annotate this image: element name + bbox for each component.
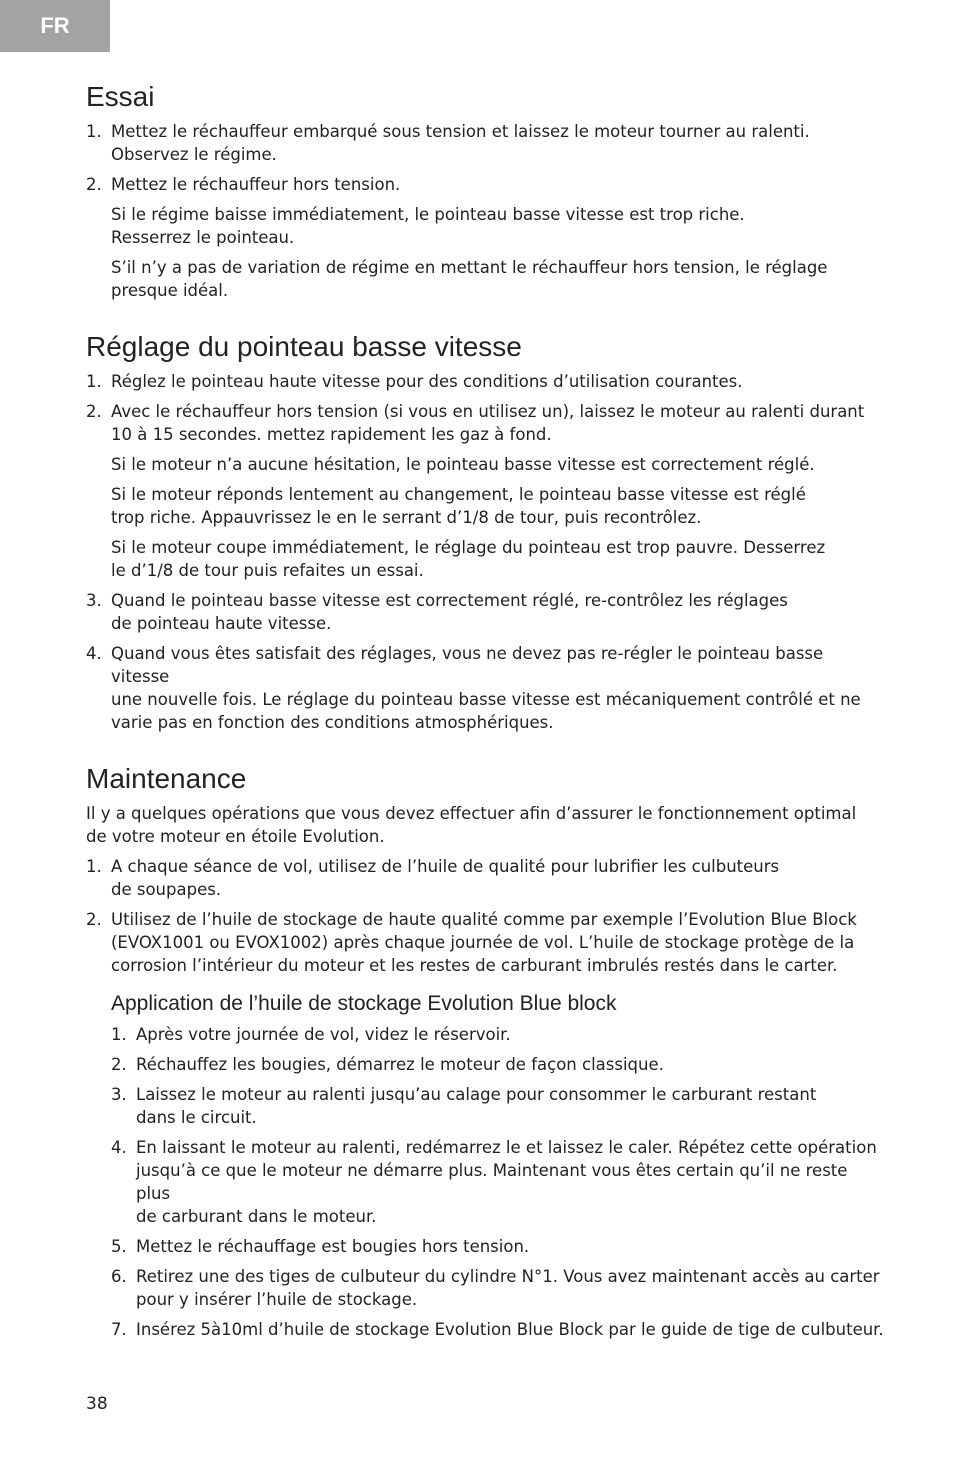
item-text: de soupapes. xyxy=(111,880,222,899)
item-text: dans le circuit. xyxy=(136,1108,257,1127)
section-maintenance xyxy=(86,762,886,1341)
maintenance-list xyxy=(86,855,886,977)
list-item xyxy=(86,642,886,734)
reglage-list xyxy=(86,370,886,734)
list-item xyxy=(86,173,886,302)
item-text: Quand vous êtes satisfait des réglages, vous ne devez pas re-régler le pointeau basse vitesse xyxy=(111,644,824,686)
list-item xyxy=(86,400,886,582)
list-item xyxy=(111,1053,886,1076)
page-number: 38 xyxy=(86,1394,108,1414)
blue-block-list xyxy=(111,1023,886,1341)
item-text: 10 à 15 secondes. mettez rapidement les gaz à fond. xyxy=(111,425,552,444)
item-number: 2. xyxy=(86,910,102,929)
item-text: Mettez le réchauffeur embarqué sous tension et laissez le moteur tourner au ralenti. xyxy=(111,122,810,141)
list-item xyxy=(86,589,886,635)
item-subparagraph xyxy=(111,483,886,529)
item-subparagraph xyxy=(111,536,886,582)
item-number: 3. xyxy=(86,591,102,610)
item-text: Insérez 5à10ml d’huile de stockage Evolution Blue Block par le guide de tige de culbuteur. xyxy=(136,1320,884,1339)
item-text: Observez le régime. xyxy=(111,145,277,164)
item-text: une nouvelle fois. Le réglage du pointeau basse vitesse est mécaniquement contrôlé et ne xyxy=(111,690,861,709)
item-number: 1. xyxy=(86,122,102,141)
item-text: jusqu’à ce que le moteur ne démarre plus. Maintenant vous êtes certain qu’il ne reste plus xyxy=(136,1161,848,1203)
item-text: de pointeau haute vitesse. xyxy=(111,614,332,633)
list-item xyxy=(111,1265,886,1311)
subsection-title-blue-block: Application de l’huile de stockage Evolution Blue block xyxy=(111,992,617,1015)
section-title-essai: Essai xyxy=(86,81,155,112)
subparagraph-text: trop riche. Appauvrissez le en le serrant d’1/8 de tour, puis recontrôlez. xyxy=(111,508,702,527)
item-text: corrosion l’intérieur du moteur et les restes de carburant imbrulés restés dans le carter. xyxy=(111,956,838,975)
section-title-maintenance: Maintenance xyxy=(86,763,247,794)
subparagraph-text: le d’1/8 de tour puis refaites un essai. xyxy=(111,561,424,580)
item-text: Avec le réchauffeur hors tension (si vous en utilisez un), laissez le moteur au ralenti durant xyxy=(111,402,865,421)
subparagraph-text: presque idéal. xyxy=(111,281,229,300)
page-content xyxy=(86,80,886,1369)
item-text: Retirez une des tiges de culbuteur du cylindre N°1. Vous avez maintenant accès au carter xyxy=(136,1267,880,1286)
language-tab: FR xyxy=(0,0,110,52)
item-number: 7. xyxy=(111,1320,127,1339)
item-text: varie pas en fonction des conditions atmosphériques. xyxy=(111,713,554,732)
list-item xyxy=(111,1136,886,1228)
item-text: En laissant le moteur au ralenti, redémarrez le et laissez le caler. Répétez cette opération xyxy=(136,1138,877,1157)
list-item xyxy=(86,370,886,393)
item-number: 2. xyxy=(86,175,102,194)
item-text: pour y insérer l’huile de stockage. xyxy=(136,1290,418,1309)
subparagraph-text: S’il n’y a pas de variation de régime en mettant le réchauffeur hors tension, le réglage xyxy=(111,258,828,277)
list-item xyxy=(111,1083,886,1129)
item-subparagraph xyxy=(111,203,886,249)
item-text: Réglez le pointeau haute vitesse pour des conditions d’utilisation courantes. xyxy=(111,372,743,391)
item-number: 3. xyxy=(111,1085,127,1104)
item-text: Réchauffez les bougies, démarrez le moteur de façon classique. xyxy=(136,1055,664,1074)
essai-list xyxy=(86,120,886,302)
item-text: Mettez le réchauffeur hors tension. xyxy=(111,175,401,194)
item-number: 6. xyxy=(111,1267,127,1286)
subparagraph-text: Si le régime baisse immédiatement, le pointeau basse vitesse est trop riche. xyxy=(111,205,745,224)
section-reglage xyxy=(86,330,886,734)
item-subparagraph xyxy=(111,256,886,302)
item-number: 1. xyxy=(86,857,102,876)
item-number: 1. xyxy=(86,372,102,391)
list-item xyxy=(86,855,886,901)
list-item xyxy=(111,1235,886,1258)
maintenance-intro xyxy=(86,802,886,848)
item-number: 1. xyxy=(111,1025,127,1044)
section-essai xyxy=(86,80,886,302)
item-text: (EVOX1001 ou EVOX1002) après chaque journée de vol. L’huile de stockage protège de la xyxy=(111,933,855,952)
item-subparagraph xyxy=(111,453,886,476)
list-item xyxy=(86,908,886,977)
intro-text: Il y a quelques opérations que vous devez effectuer afin d’assurer le fonctionnement optimal xyxy=(86,804,857,823)
item-text: de carburant dans le moteur. xyxy=(136,1207,377,1226)
subparagraph-text: Resserrez le pointeau. xyxy=(111,228,295,247)
item-text: Après votre journée de vol, videz le réservoir. xyxy=(136,1025,511,1044)
subparagraph-text: Si le moteur n’a aucune hésitation, le pointeau basse vitesse est correctement réglé. xyxy=(111,455,815,474)
item-text: Laissez le moteur au ralenti jusqu’au calage pour consommer le carburant restant xyxy=(136,1085,817,1104)
item-number: 2. xyxy=(86,402,102,421)
item-number: 5. xyxy=(111,1237,127,1256)
list-item xyxy=(111,1023,886,1046)
list-item xyxy=(111,1318,886,1341)
item-number: 2. xyxy=(111,1055,127,1074)
subparagraph-text: Si le moteur réponds lentement au changement, le pointeau basse vitesse est réglé xyxy=(111,485,806,504)
subparagraph-text: Si le moteur coupe immédiatement, le réglage du pointeau est trop pauvre. Desserrez xyxy=(111,538,826,557)
item-text: Quand le pointeau basse vitesse est correctement réglé, re-contrôlez les réglages xyxy=(111,591,788,610)
item-text: Utilisez de l’huile de stockage de haute qualité comme par exemple l’Evolution Blue Block xyxy=(111,910,857,929)
section-title-reglage: Réglage du pointeau basse vitesse xyxy=(86,331,522,362)
item-text: A chaque séance de vol, utilisez de l’huile de qualité pour lubrifier les culbuteurs xyxy=(111,857,780,876)
item-number: 4. xyxy=(111,1138,127,1157)
item-number: 4. xyxy=(86,644,102,663)
intro-text: de votre moteur en étoile Evolution. xyxy=(86,827,385,846)
list-item xyxy=(86,120,886,166)
item-text: Mettez le réchauffage est bougies hors tension. xyxy=(136,1237,530,1256)
